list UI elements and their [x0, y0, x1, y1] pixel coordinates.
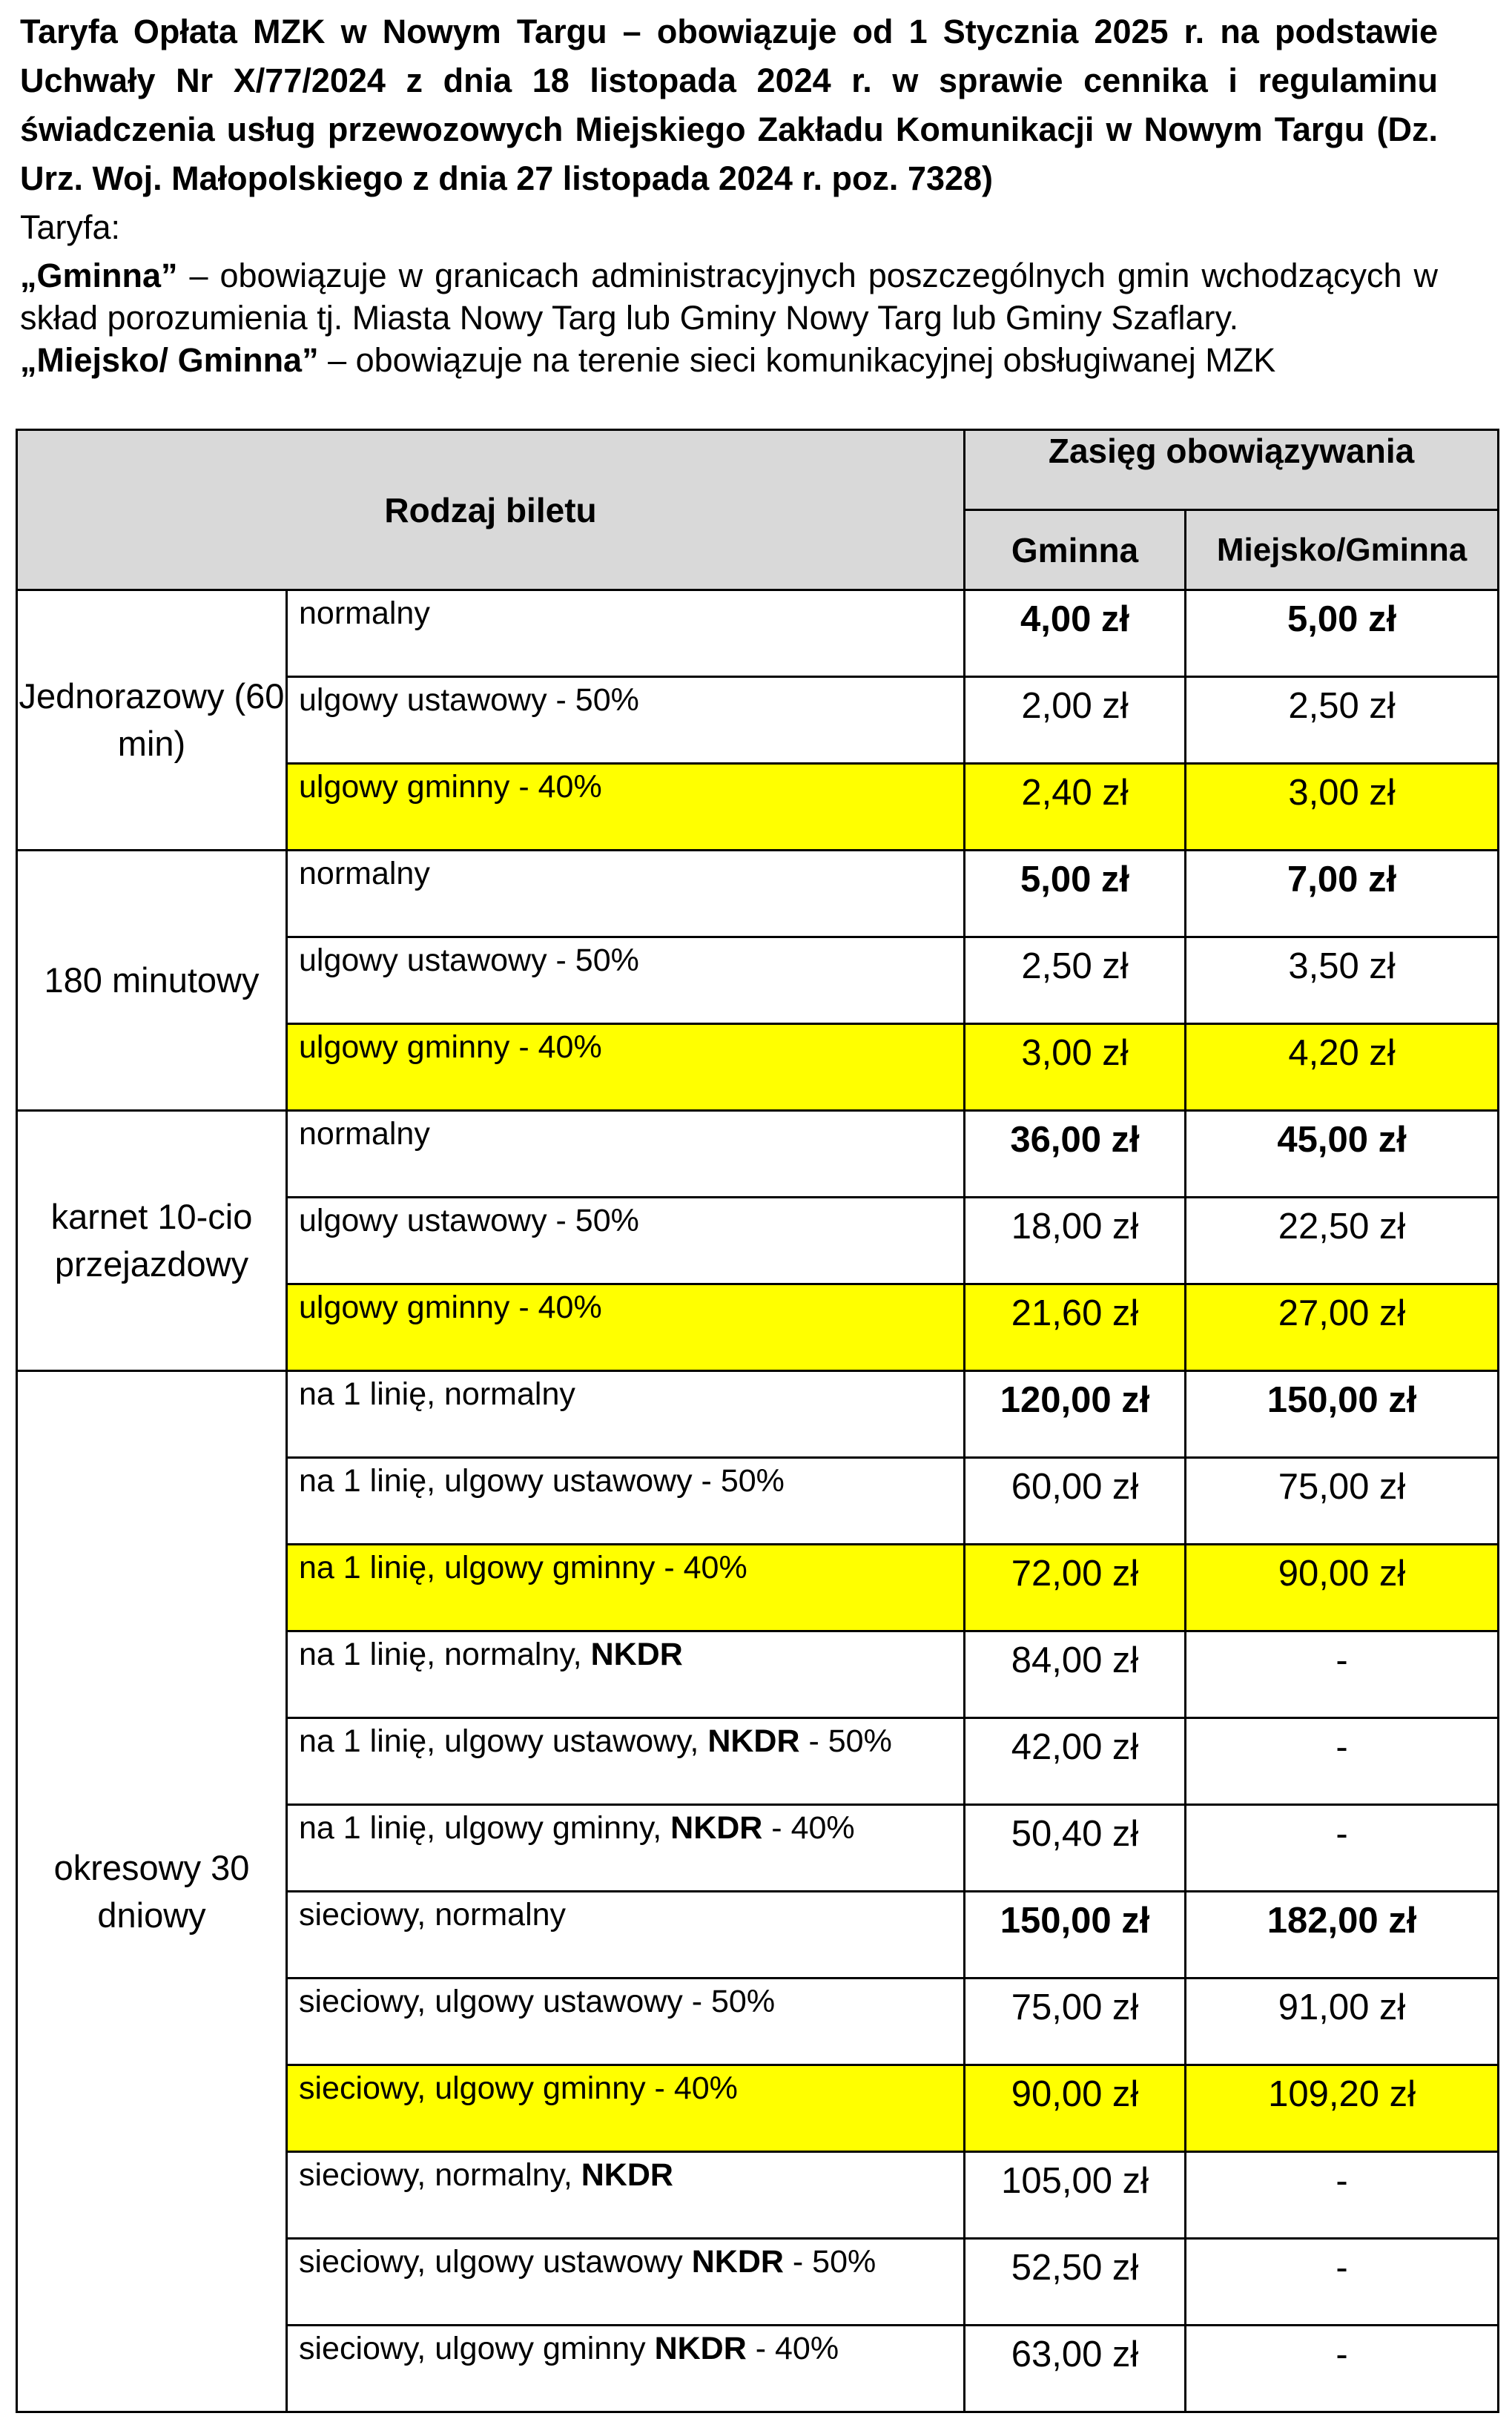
price-gminna: 3,00 zł — [965, 1024, 1186, 1111]
ticket-variant-suffix: - 50% — [783, 2244, 877, 2280]
ticket-variant: na 1 linię, ulgowy gminny - 40% — [287, 1545, 965, 1631]
ticket-variant: normalny — [287, 851, 965, 937]
ticket-variant: ulgowy gminny - 40% — [287, 764, 965, 851]
price-gminna: 63,00 zł — [965, 2326, 1186, 2412]
ticket-group-name: 180 minutowy — [17, 851, 287, 1111]
ticket-group-name: okresowy 30 dniowy — [17, 1371, 287, 2412]
document-header — [20, 7, 1438, 381]
ticket-variant: na 1 linię, ulgowy ustawowy - 50% — [287, 1458, 965, 1545]
ticket-variant-text: na 1 linię, ulgowy ustawowy, — [299, 1723, 708, 1759]
ticket-variant: ulgowy ustawowy - 50% — [287, 937, 965, 1024]
price-miejsko-gminna: 22,50 zł — [1186, 1198, 1499, 1284]
ticket-variant: ulgowy gminny - 40% — [287, 1284, 965, 1371]
ticket-variant-text: sieciowy, ulgowy ustawowy — [299, 2244, 692, 2280]
ticket-variant — [287, 1718, 965, 1805]
table-row — [17, 1371, 1499, 1458]
tariffs-label: Taryfa: — [20, 208, 121, 246]
ticket-variant: sieciowy, ulgowy ustawowy - 50% — [287, 1979, 965, 2065]
price-gminna: 75,00 zł — [965, 1979, 1186, 2065]
price-gminna: 36,00 zł — [965, 1111, 1186, 1198]
gminna-name: „Gminna” — [20, 257, 178, 294]
ticket-variant — [287, 2326, 965, 2412]
price-gminna: 2,00 zł — [965, 677, 1186, 764]
price-gminna: 84,00 zł — [965, 1631, 1186, 1718]
nkdr-marker: NKDR — [691, 2244, 784, 2280]
price-miejsko-gminna: - — [1186, 2239, 1499, 2326]
price-gminna: 18,00 zł — [965, 1198, 1186, 1284]
tariff-table-body — [17, 590, 1499, 2412]
header-gminna: Gminna — [965, 510, 1186, 590]
nkdr-marker: NKDR — [581, 2157, 673, 2193]
miejsko-name: „Miejsko/ Gminna” — [20, 341, 319, 379]
ticket-variant-text: sieciowy, ulgowy gminny — [299, 2331, 655, 2366]
price-gminna: 72,00 zł — [965, 1545, 1186, 1631]
price-miejsko-gminna: 90,00 zł — [1186, 1545, 1499, 1631]
price-gminna: 60,00 zł — [965, 1458, 1186, 1545]
price-gminna: 5,00 zł — [965, 851, 1186, 937]
ticket-variant: ulgowy ustawowy - 50% — [287, 677, 965, 764]
header-validity-scope: Zasięg obowiązywania — [965, 430, 1499, 510]
ticket-group-name: karnet 10-cio przejazdowy — [17, 1111, 287, 1371]
ticket-variant: sieciowy, ulgowy gminny - 40% — [287, 2065, 965, 2152]
price-miejsko-gminna: - — [1186, 1718, 1499, 1805]
price-gminna: 50,40 zł — [965, 1805, 1186, 1892]
price-miejsko-gminna: 45,00 zł — [1186, 1111, 1499, 1198]
price-miejsko-gminna: 109,20 zł — [1186, 2065, 1499, 2152]
price-miejsko-gminna: 27,00 zł — [1186, 1284, 1499, 1371]
tariff-table-header — [17, 430, 1499, 590]
ticket-variant-text: sieciowy, normalny, — [299, 2157, 581, 2193]
ticket-variant: normalny — [287, 1111, 965, 1198]
ticket-variant: ulgowy ustawowy - 50% — [287, 1198, 965, 1284]
price-gminna: 21,60 zł — [965, 1284, 1186, 1371]
price-miejsko-gminna: 3,50 zł — [1186, 937, 1499, 1024]
price-miejsko-gminna: - — [1186, 1631, 1499, 1718]
price-miejsko-gminna: 3,00 zł — [1186, 764, 1499, 851]
tariff-table — [16, 429, 1499, 2413]
table-row — [17, 851, 1499, 937]
gminna-description: – obowiązuje w granicach administracyjnych poszczególnych gmin wchodzących w skład porozumienia tj. Miasta Nowy Targ lub Gminy Nowy Targ lub Gminy Szaflary. — [20, 257, 1438, 337]
nkdr-marker: NKDR — [654, 2331, 747, 2366]
price-gminna: 90,00 zł — [965, 2065, 1186, 2152]
ticket-variant — [287, 2239, 965, 2326]
ticket-variant: ulgowy gminny - 40% — [287, 1024, 965, 1111]
miejsko-definition — [20, 339, 1438, 381]
price-miejsko-gminna: 91,00 zł — [1186, 1979, 1499, 2065]
price-miejsko-gminna: 4,20 zł — [1186, 1024, 1499, 1111]
gminna-definition — [20, 254, 1438, 339]
ticket-variant — [287, 1805, 965, 1892]
price-miejsko-gminna: - — [1186, 2152, 1499, 2239]
ticket-group-name: Jednorazowy (60 min) — [17, 590, 287, 851]
price-gminna: 120,00 zł — [965, 1371, 1186, 1458]
nkdr-marker: NKDR — [707, 1723, 800, 1759]
price-gminna: 105,00 zł — [965, 2152, 1186, 2239]
price-miejsko-gminna: 7,00 zł — [1186, 851, 1499, 937]
header-miejsko-gminna: Miejsko/Gminna — [1186, 510, 1499, 590]
ticket-variant: sieciowy, normalny — [287, 1892, 965, 1979]
table-row — [17, 1111, 1499, 1198]
ticket-variant-text: na 1 linię, normalny, — [299, 1637, 591, 1672]
price-miejsko-gminna: 182,00 zł — [1186, 1892, 1499, 1979]
ticket-variant-suffix: - 40% — [746, 2331, 839, 2366]
price-gminna: 2,40 zł — [965, 764, 1186, 851]
price-gminna: 150,00 zł — [965, 1892, 1186, 1979]
tariff-title: Taryfa Opłata MZK w Nowym Targu – obowiązuje od 1 Stycznia 2025 r. na podstawie Uchwały Nr X/77/2024 z dnia 18 listopada 2024 r. w sprawie cennika i regulaminu świadczenia usług przewozowych Miejskiego Zakładu Komunikacji w Nowym Targu (Dz. Urz. Woj. Małopolskiego z dnia 27 listopada 2024 r. poz. 7328) — [20, 13, 1438, 197]
ticket-variant — [287, 1631, 965, 1718]
price-miejsko-gminna: - — [1186, 2326, 1499, 2412]
price-gminna: 42,00 zł — [965, 1718, 1186, 1805]
header-ticket-type: Rodzaj biletu — [17, 430, 965, 590]
ticket-variant: normalny — [287, 590, 965, 677]
price-miejsko-gminna: - — [1186, 1805, 1499, 1892]
price-gminna: 4,00 zł — [965, 590, 1186, 677]
price-miejsko-gminna: 75,00 zł — [1186, 1458, 1499, 1545]
ticket-variant-text: na 1 linię, ulgowy gminny, — [299, 1810, 671, 1846]
price-gminna: 2,50 zł — [965, 937, 1186, 1024]
table-row — [17, 590, 1499, 677]
ticket-variant-suffix: - 40% — [762, 1810, 855, 1846]
nkdr-marker: NKDR — [670, 1810, 763, 1846]
price-gminna: 52,50 zł — [965, 2239, 1186, 2326]
miejsko-description: – obowiązuje na terenie sieci komunikacyjnej obsługiwanej MZK — [318, 341, 1276, 379]
ticket-variant: na 1 linię, normalny — [287, 1371, 965, 1458]
price-miejsko-gminna: 5,00 zł — [1186, 590, 1499, 677]
price-miejsko-gminna: 150,00 zł — [1186, 1371, 1499, 1458]
price-miejsko-gminna: 2,50 zł — [1186, 677, 1499, 764]
ticket-variant — [287, 2152, 965, 2239]
ticket-variant-suffix: - 50% — [799, 1723, 892, 1759]
nkdr-marker: NKDR — [590, 1637, 683, 1672]
